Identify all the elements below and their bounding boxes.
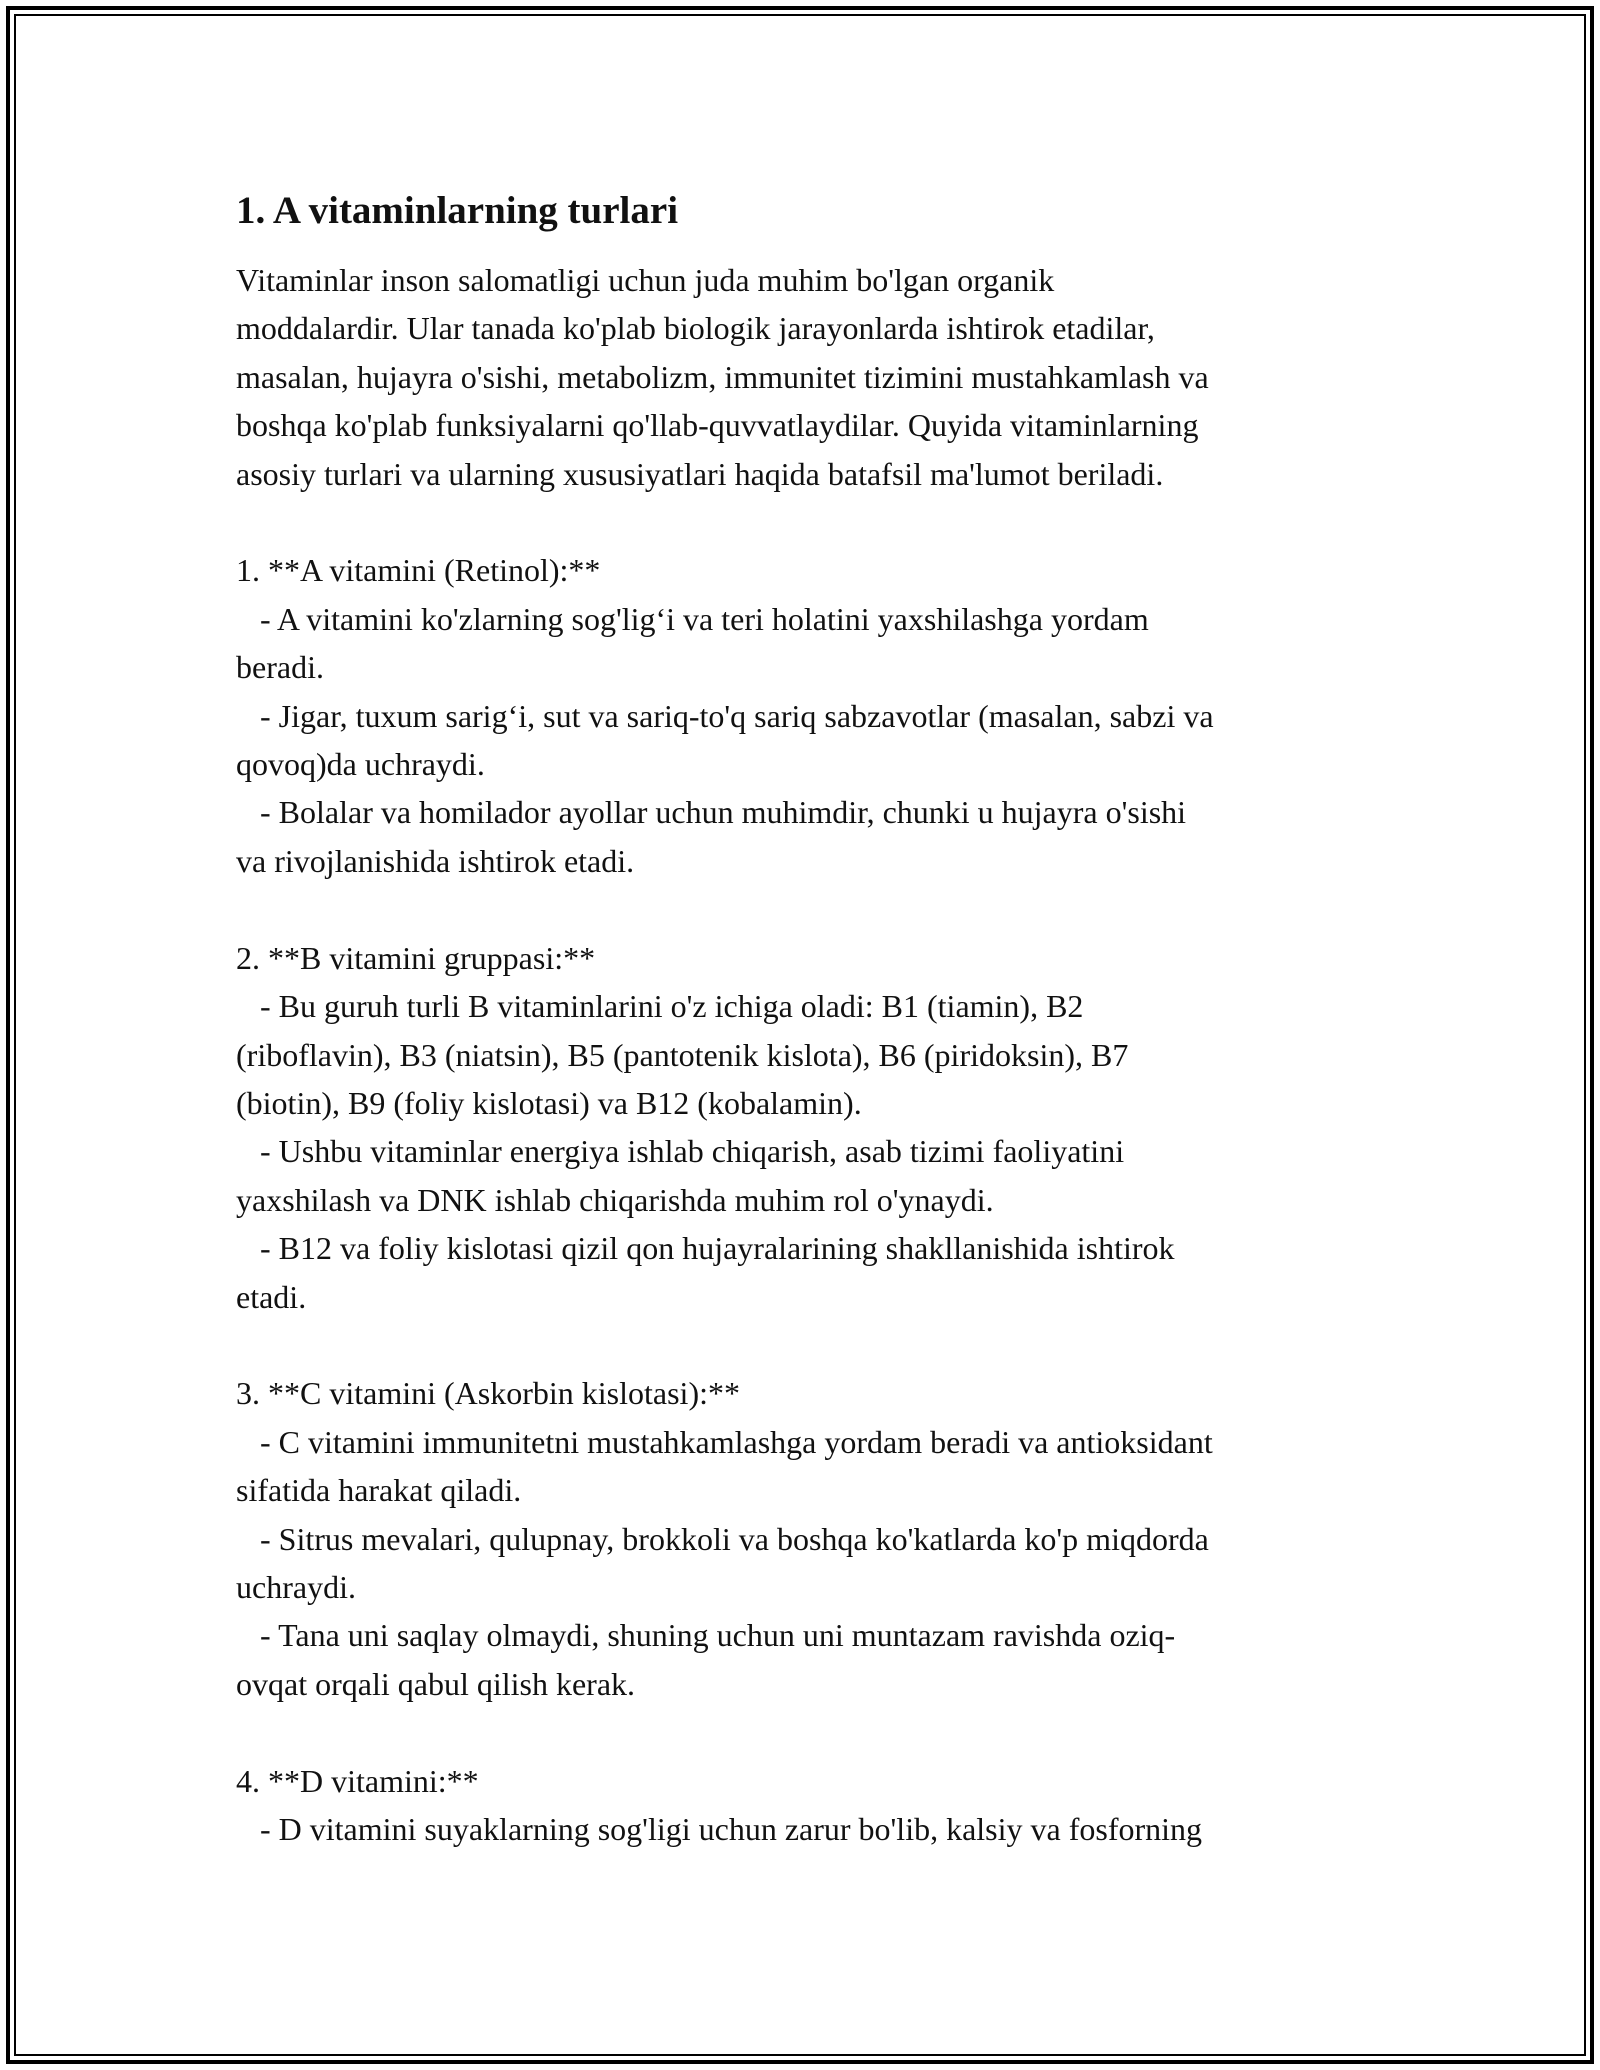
document-body xyxy=(236,256,1376,1853)
section-vitamin-b: 2. **B vitamini gruppasi:** - Bu guruh turli B vitaminlarini o'z ichiga oladi: B1 (tiamin), B2 (riboflavin), B3 (niatsin), B5 (pantotenik kislota), B6 (piridoksin), B7 (biotin), B9 (foliy kislotasi) va B12 (kobalamin). - Ushbu vitaminlar energiya ishlab chiqarish, asab tizimi faoliyatini yaxshilash va DNK ishlab chiqarishda muhim rol o'ynaydi. - B12 va foliy kislotasi qizil qon hujayralarining shakllanishida ishtirok etadi. xyxy=(236,939,1175,1315)
section-vitamin-c: 3. **C vitamini (Askorbin kislotasi):** - C vitamini immunitetni mustahkamlashga yordam beradi va antioksidant sifatida harakat qiladi. - Sitrus mevalari, qulupnay, brokkoli va boshqa ko'katlarda ko'p miqdorda uchraydi. - Tana uni saqlay olmaydi, shuning uchun uni muntazam ravishda oziq- ovqat orqali qabul qilish kerak. xyxy=(236,1375,1213,1702)
document-title: 1. A vitaminlarning turlari xyxy=(236,189,679,232)
section-vitamin-a: 1. **A vitamini (Retinol):** - A vitamini ko'zlarning sog'lig‘i va teri holatini yaxshilashga yordam beradi. - Jigar, tuxum sarig‘i, sut va sariq-to'q sariq sabzavotlar (masalan, sabzi va qovoq)da uchraydi. - Bolalar va homilador ayollar uchun muhimdir, chunki u hujayra o'sishi va rivojlanishida ishtirok etadi. xyxy=(236,552,1214,879)
section-vitamin-d: 4. **D vitamini:** - D vitamini suyaklarning sog'ligi uchun zarur bo'lib, kalsiy va fosforning xyxy=(236,1762,1203,1847)
intro-paragraph: Vitaminlar inson salomatligi uchun juda muhim bo'lgan organik moddalardir. Ular tanada ko'plab biologik jarayonlarda ishtirok etadilar, masalan, hujayra o'sishi, metabolizm, immunitet tizimini mustahkamlash va boshqa ko'plab funksiyalarni qo'llab-quvvatlaydilar. Quyida vitaminlarning asosiy turlari va ularning xususiyatlari haqida batafsil ma'lumot beriladi. xyxy=(236,262,1209,492)
document-content xyxy=(236,186,1376,1853)
